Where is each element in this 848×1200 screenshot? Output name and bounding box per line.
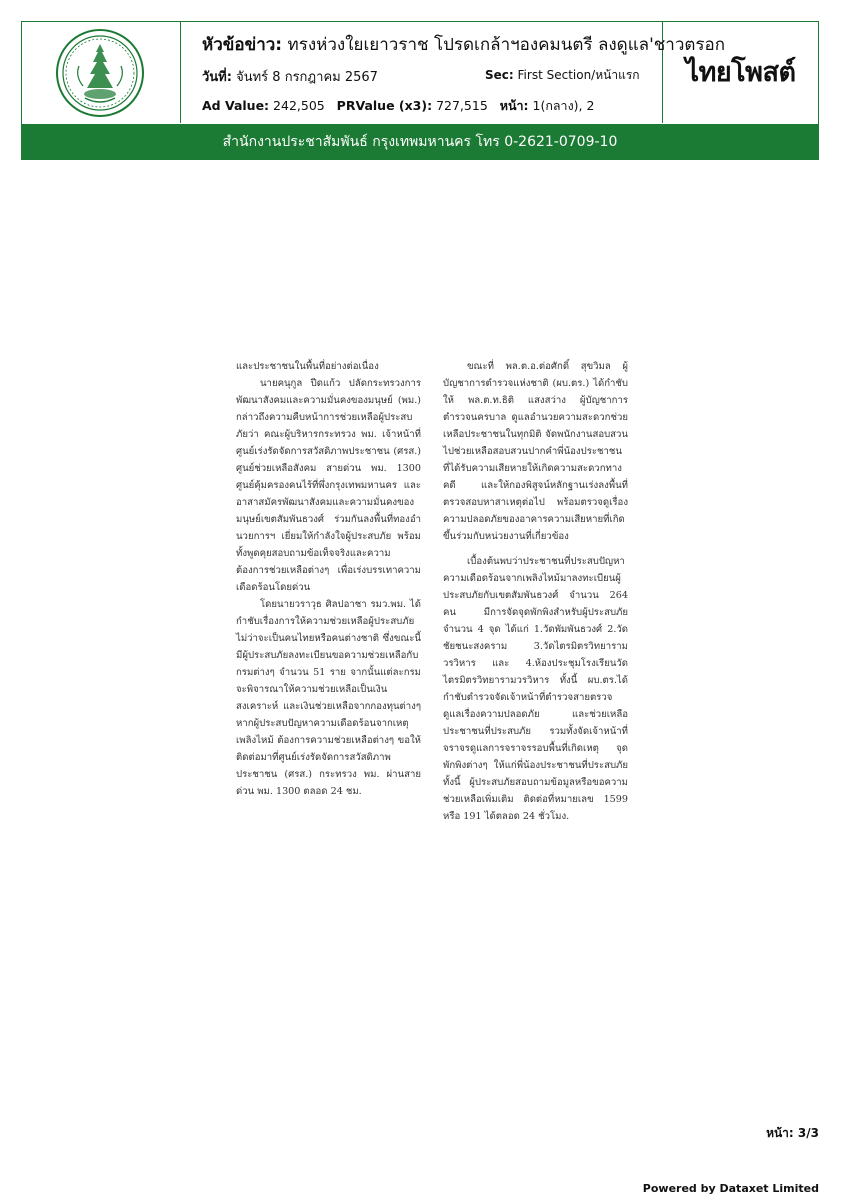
headline bbox=[202, 31, 726, 57]
headline-label: หัวข้อข่าว: bbox=[202, 35, 283, 55]
page-number-value: 3/3 bbox=[797, 1126, 819, 1140]
article-paragraph: ขณะที่ พล.ต.อ.ต่อศักดิ์ สุขวิมล ผู้บัญชาการตำรวจแห่งชาติ (ผบ.ตร.) ได้กำชับให้ พล.ต.ท.ธิติ แสงสว่าง ผู้บัญชาการตำรวจนครบาล ดูแลอำนวยความสะดวกช่วยเหลือประชาชนในทุกมิติ จัดพนักงานสอบสวนไปช่วยเหลือสอบสวนปากคำพี่น้องประชาชนที่ได้รับความเสียหายให้เกิดความสะดวกทางคดี และให้กองพิสูจน์หลักฐานเร่งลงพื้นที่ตรวจสอบหาสาเหตุต่อไป พร้อมตรวจดูเรื่องความปลอดภัยของอาคารความเสียหายที่เกิดขึ้นร่วมกับหน่วยงานที่เกี่ยวข้อง bbox=[443, 361, 628, 542]
section-row bbox=[485, 66, 640, 85]
section-label: Sec: bbox=[485, 68, 514, 82]
publication-logo: ไทยโพสต์ bbox=[685, 57, 796, 88]
logo-cell bbox=[22, 22, 181, 123]
clipping-header bbox=[21, 21, 819, 125]
article-paragraph: โดยนายวราวุธ ศิลปอาชา รมว.พม. ได้กำชับเรื่องการให้ความช่วยเหลือผู้ประสบภัย ไม่ว่าจะเป็นคนไทยหรือคนต่างชาติ ซึ่งขณะนี้มีผู้ประสบภัยลงทะเบียนขอความช่วยเหลือกับกรมต่างๆ จำนวน 51 ราย จากนั้นแต่ละกรมจะพิจารณาให้ความช่วยเหลือเป็นเงินสงเคราะห์ และเงินช่วยเหลือจากกองทุนต่างๆ หากผู้ประสบปัญหาความเดือดร้อนจากเหตุเพลิงไหม้ ต้องการความช่วยเหลือต่างๆ ขอให้ติดต่อมาที่ศูนย์เร่งรัดจัดการสวัสดิภาพประชาชน (ศรส.) กระทรวง พม. ผ่านสายด่วน พม. 1300 ตลอด 24 ชม. bbox=[236, 599, 421, 797]
contact-banner: สำนักงานประชาสัมพันธ์ กรุงเทพมหานคร โทร 0-2621-0709-10 bbox=[21, 125, 819, 160]
article-column-left bbox=[236, 358, 421, 800]
publication-cell bbox=[663, 22, 818, 123]
headline-text: ทรงห่วงใยเยาวราช โปรดเกล้าฯองคมนตรี ลงดูแล'ชาวตรอก bbox=[287, 35, 726, 55]
article-paragraph: เบื้องต้นพบว่าประชาชนที่ประสบปัญหาความเดือดร้อนจากเพลิงไหม้มาลงทะเบียนผู้ประสบภัยกับเขตสัมพันธวงศ์ จำนวน 264 คน มีการจัดจุดพักพิงสำหรับผู้ประสบภัยจำนวน 4 จุด ได้แก่ 1.วัดพัมพันธวงศ์ 2.วัดชัยชนะสงคราม 3.วัดไตรมิตรวิทยารามวรวิหาร และ 4.ห้องประชุมโรงเรียนวัดไตรมิตรวิทยารามวรวิหาร ทั้งนี้ ผบ.ตร.ได้กำชับตำรวจจัดเจ้าหน้าที่ตำรวจสายตรวจดูแลเรื่องความปลอดภัย และช่วยเหลือประชาชนที่ประสบภัย รวมทั้งจัดเจ้าหน้าที่จราจรดูแลการจราจรรอบพื้นที่เกิดเหตุ จุดพักพิงต่างๆ ให้แก่พี่น้องประชาชนที่ประสบภัย ทั้งนี้ ผู้ประสบภัยสอบถามข้อมูลหรือขอความช่วยเหลือเพิ่มเติม ติดต่อที่หมายเลข 1599 หรือ 191 ได้ตลอด 24 ชั่วโมง. bbox=[443, 556, 628, 822]
info-cell bbox=[180, 22, 726, 123]
value-row bbox=[202, 96, 594, 116]
section-value: First Section/หน้าแรก bbox=[517, 68, 640, 82]
article-clipping bbox=[236, 358, 632, 970]
pr-value-label: PRValue (x3): bbox=[336, 98, 433, 113]
article-paragraph: และประชาชนในพื้นที่อย่างต่อเนื่อง bbox=[236, 361, 379, 372]
page-number bbox=[766, 1124, 819, 1143]
page-number-label: หน้า: bbox=[766, 1126, 794, 1140]
pr-value: 727,515 bbox=[436, 98, 488, 113]
ad-value: 242,505 bbox=[273, 98, 325, 113]
page-value: 1(กลาง), 2 bbox=[532, 98, 595, 113]
date-row bbox=[202, 66, 378, 87]
page-label: หน้า: bbox=[499, 98, 529, 113]
powered-by: Powered by Dataxet Limited bbox=[642, 1182, 819, 1195]
date-value: จันทร์ 8 กรกฎาคม 2567 bbox=[236, 70, 378, 85]
article-column-right bbox=[443, 358, 628, 825]
article-paragraph: นายคนุกูล ปีดแก้ว ปลัดกระทรวงการพัฒนาสังคมและความมั่นคงของมนุษย์ (พม.) กล่าวถึงความคืบหน้าการช่วยเหลือผู้ประสบภัยว่า คณะผู้บริหารกระทรวง พม. เจ้าหน้าที่ศูนย์เร่งรัดจัดการสวัสดิภาพประชาชน (ศรส.) ศูนย์ช่วยเหลือสังคม สายด่วน พม. 1300 ศูนย์คุ้มครองคนไร้ที่พึ่งกรุงเทพมหานคร และอาสาสมัครพัฒนาสังคมและความมั่นคงของมนุษย์เขตสัมพันธวงศ์ ร่วมกันลงพื้นที่ทองอำนวยการฯ เยี่ยมให้กำลังใจผู้ประสบภัย พร้อมทั้งพูดคุยสอบถามข้อเท็จจริงและความต้องการช่วยเหลือต่างๆ เพื่อเร่งบรรเทาความเดือดร้อนโดยด่วน bbox=[236, 378, 421, 593]
date-label: วันที่: bbox=[202, 70, 232, 85]
ad-value-label: Ad Value: bbox=[202, 98, 270, 113]
bangkok-seal-icon bbox=[55, 28, 145, 118]
